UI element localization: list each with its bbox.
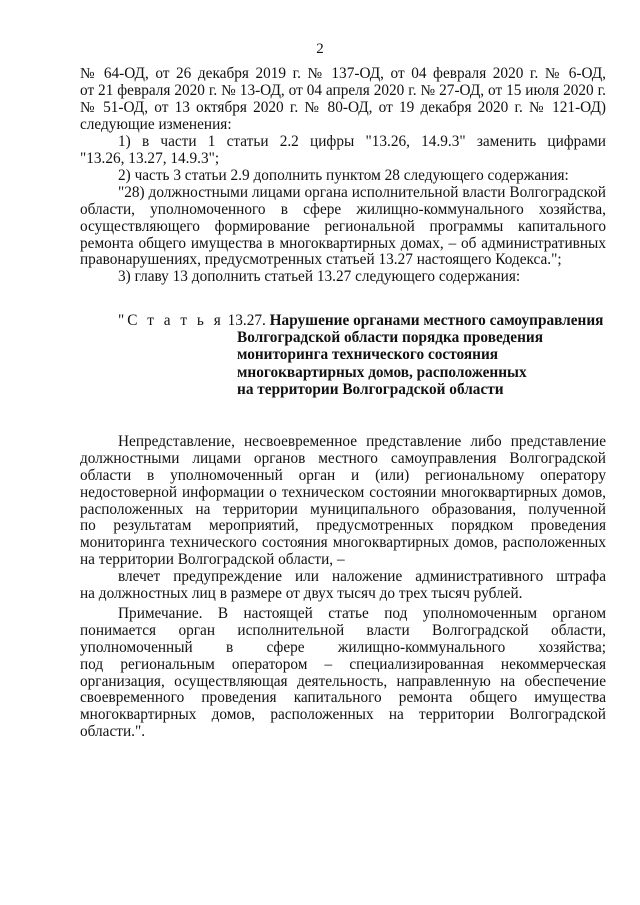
text-line: многоквартирных домов, расположенных на территории Волгоградской bbox=[80, 706, 606, 724]
text-line: должностными лицами органов местного самоуправления Волгоградской bbox=[80, 449, 606, 467]
text-line: следующие изменения: bbox=[80, 115, 232, 133]
text-line: осуществляющего формирование региональной программы капитального bbox=[80, 217, 606, 235]
article-title-line: Волгоградской области порядка проведения bbox=[237, 329, 543, 347]
text-line: "13.26, 13.27, 14.9.3"; bbox=[80, 149, 220, 167]
page-number: 2 bbox=[316, 41, 324, 57]
text-line: 3) главу 13 дополнить статьей 13.27 следующего содержания: bbox=[118, 268, 521, 286]
text-line: понимается орган исполнительной власти Волгоградской области, bbox=[80, 621, 606, 639]
article-note bbox=[80, 606, 606, 741]
text-line: Примечание. В настоящей статье под уполномоченным органом bbox=[118, 605, 606, 622]
text-line: области в уполномоченный орган и (или) региональному оператору bbox=[80, 466, 606, 484]
text-line: своевременного проведения капитального ремонта общего имущества bbox=[80, 689, 606, 707]
article-number: 13.27. bbox=[227, 312, 266, 329]
text-line: "28) должностными лицами органа исполнительной власти Волгоградской bbox=[118, 183, 606, 201]
article-title-line: мониторинга технического состояния bbox=[237, 346, 499, 364]
text-line: расположенных на территории муниципального образования, полученной bbox=[80, 500, 606, 518]
text-line: 1) в части 1 статьи 2.2 цифры "13.26, 14.9.3" заменить цифрами bbox=[118, 133, 606, 150]
article-title-line: Нарушение органами местного самоуправления bbox=[269, 312, 604, 329]
text-line: правонарушениях, предусмотренных статьей 13.27 настоящего Кодекса."; bbox=[80, 251, 562, 269]
text-line: уполномоченный в сфере жилищно-коммунального хозяйства; bbox=[80, 638, 606, 656]
text-line: влечет предупреждение или наложение административного штрафа bbox=[118, 568, 606, 586]
text-line: на должностных лиц в размере от двух тысяч до трех тысяч рублей. bbox=[80, 585, 523, 603]
article-heading bbox=[80, 312, 606, 398]
text-line: организация, осуществляющая деятельность, направленную на обеспечение bbox=[80, 672, 606, 690]
article-title-first-line bbox=[80, 312, 606, 329]
text-line: на территории Волгоградской области, – bbox=[80, 551, 345, 569]
article-prefix: "С т а т ь я bbox=[118, 312, 224, 329]
text-line: от 21 февраля 2020 г. № 13-ОД, от 04 апреля 2020 г. № 27-ОД, от 15 июля 2020 г. bbox=[80, 81, 606, 99]
article-body bbox=[80, 434, 606, 603]
text-line: мониторинга технического состояния многоквартирных домов, расположенных bbox=[80, 534, 606, 552]
text-line: Непредставление, несвоевременное представление либо представление bbox=[118, 433, 606, 450]
text-line: ремонта общего имущества в многоквартирных домах, – об административных bbox=[80, 234, 606, 252]
article-title-line: на территории Волгоградской области bbox=[237, 380, 504, 398]
text-line: 2) часть 3 статьи 2.9 дополнить пунктом 28 следующего содержания: bbox=[118, 167, 569, 184]
text-line: области, уполномоченного в сфере жилищно-коммунального хозяйства, bbox=[80, 200, 606, 218]
text-line: по результатам мероприятий, предусмотренных порядком проведения bbox=[80, 517, 606, 535]
text-line: № 51-ОД, от 13 октября 2020 г. № 80-ОД, от 19 декабря 2020 г. № 121-ОД) bbox=[80, 98, 606, 116]
text-line: под региональным оператором – специализированная некоммерческая bbox=[80, 655, 606, 673]
intro-paragraph bbox=[80, 66, 606, 134]
article-title-line: многоквартирных домов, расположенных bbox=[237, 363, 527, 381]
text-line: № 64-ОД, от 26 декабря 2019 г. № 137-ОД, от 04 февраля 2020 г. № 6-ОД, bbox=[80, 65, 606, 82]
text-line: области.". bbox=[80, 723, 146, 741]
amendment-item-2 bbox=[80, 168, 606, 286]
text-line: недостоверной информации о техническом состоянии многоквартирных домов, bbox=[80, 483, 606, 501]
amendment-item-1 bbox=[80, 134, 606, 168]
